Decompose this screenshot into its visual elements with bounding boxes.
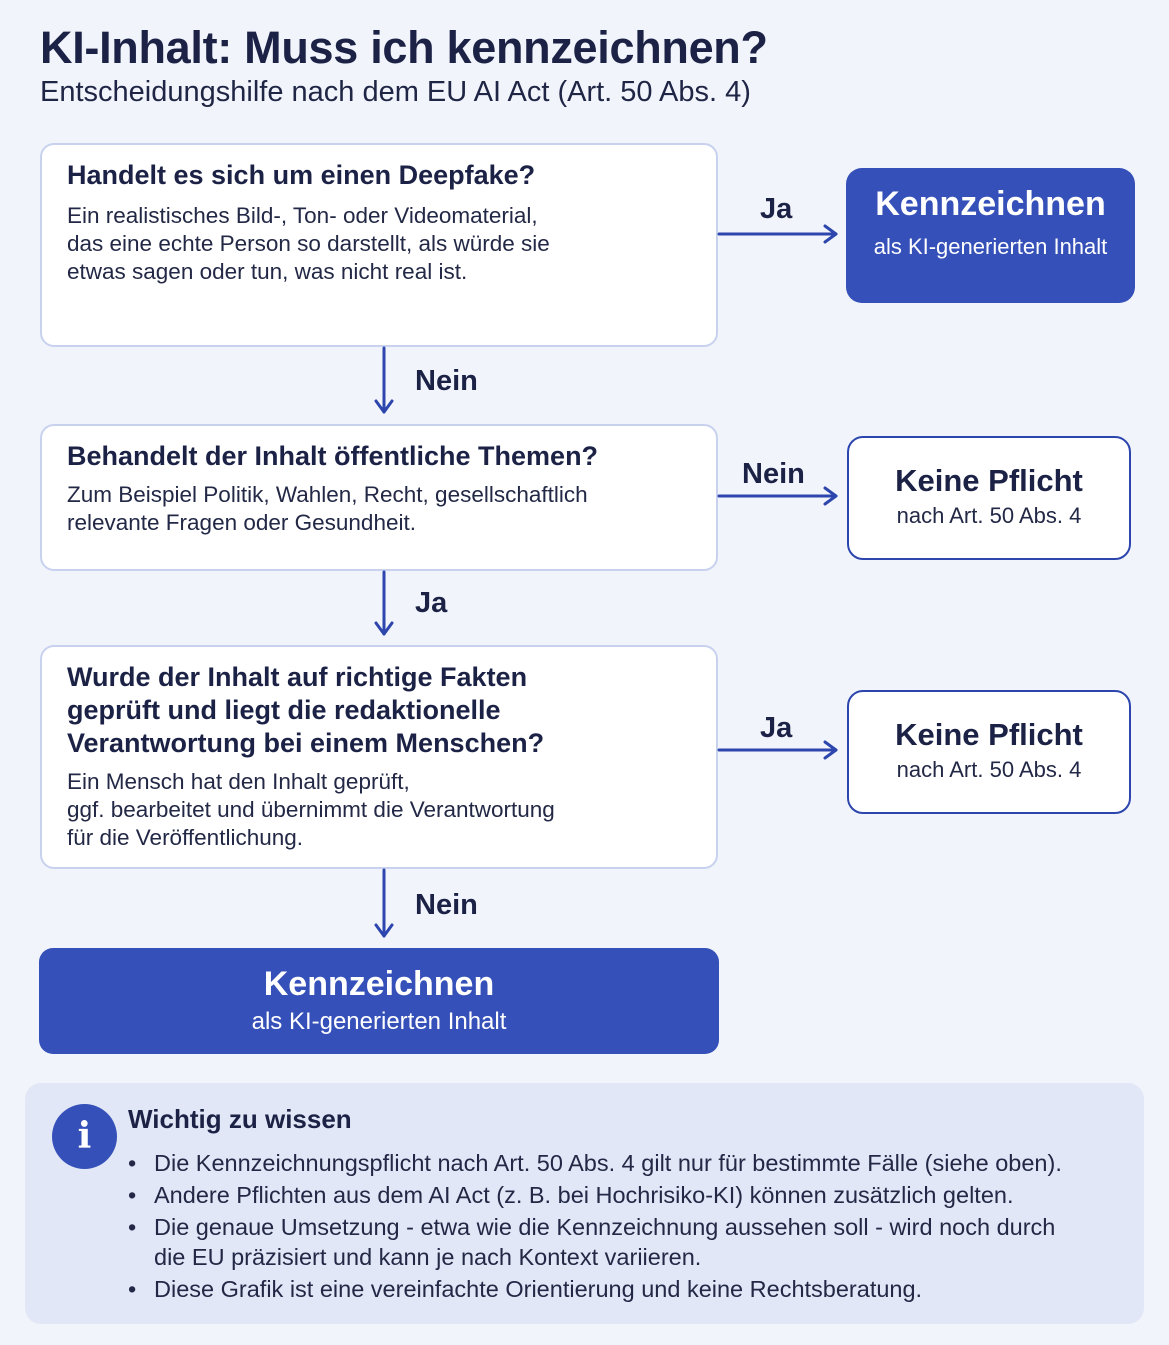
title-line: geprüft und liegt die redaktionelle xyxy=(67,695,501,725)
result-title: Keine Pflicht xyxy=(895,717,1083,752)
description-line: Ein realistisches Bild-, Ton- oder Videomaterial, xyxy=(67,203,538,228)
title-line: Wurde der Inhalt auf richtige Fakten xyxy=(67,662,528,692)
result-keine-pflicht-1 xyxy=(847,436,1131,560)
info-line: die EU präzisiert und kann je nach Kontext variieren. xyxy=(154,1244,702,1270)
final-result-kennzeichnen xyxy=(39,948,719,1054)
arrow-q2-to-q3 xyxy=(376,572,392,634)
question-title: Handelt es sich um einen Deepfake? xyxy=(67,160,536,190)
question-description xyxy=(67,768,692,852)
arrow-q1-to-result xyxy=(719,226,836,242)
description-line: Zum Beispiel Politik, Wahlen, Recht, gesellschaftlich xyxy=(67,482,588,507)
result-keine-pflicht-2 xyxy=(847,690,1131,814)
description-line: Ein Mensch hat den Inhalt geprüft, xyxy=(67,769,410,794)
result-kennzeichnen xyxy=(846,168,1135,303)
question-deepfake xyxy=(40,143,718,347)
arrow-q3-to-final xyxy=(376,870,392,936)
page-subtitle: Entscheidungshilfe nach dem EU AI Act (Art. 50 Abs. 4) xyxy=(40,76,751,108)
question-description xyxy=(67,202,692,286)
description-line: für die Veröffentlichung. xyxy=(67,825,303,850)
page-title: KI-Inhalt: Muss ich kennzeichnen? xyxy=(40,22,768,73)
info-line: • Diese Grafik ist eine vereinfachte Orientierung und keine Rechtsberatung. xyxy=(154,1276,923,1302)
question-human-review xyxy=(40,645,718,869)
arrow-q1-to-q2 xyxy=(376,348,392,412)
result-title: Keine Pflicht xyxy=(895,463,1083,498)
label-q3-ja: Ja xyxy=(760,712,793,744)
label-q2-nein: Nein xyxy=(742,458,805,490)
final-title: Kennzeichnen xyxy=(263,965,495,1003)
info-item xyxy=(128,1180,1128,1210)
info-list xyxy=(128,1148,1128,1306)
info-line: • Die genaue Umsetzung - etwa wie die Kennzeichnung aussehen soll - wird noch durch xyxy=(154,1214,1056,1240)
question-title xyxy=(67,661,692,760)
question-public-topics xyxy=(40,424,718,571)
info-title: Wichtig zu wissen xyxy=(128,1104,352,1134)
question-title: Behandelt der Inhalt öffentliche Themen? xyxy=(67,441,599,471)
result-subtitle: nach Art. 50 Abs. 4 xyxy=(896,503,1082,528)
description-line: etwas sagen oder tun, was nicht real ist. xyxy=(67,259,468,284)
label-q3-nein: Nein xyxy=(415,889,478,921)
result-subtitle: als KI-generierten Inhalt xyxy=(873,234,1108,259)
label-q2-ja: Ja xyxy=(415,587,448,619)
title-line: Verantwortung bei einem Menschen? xyxy=(67,728,545,758)
description-line: das eine echte Person so darstellt, als würde sie xyxy=(67,231,550,256)
info-item xyxy=(128,1212,1128,1272)
final-subtitle: als KI-generierten Inhalt xyxy=(251,1008,507,1035)
description-line: relevante Fragen oder Gesundheit. xyxy=(67,510,416,535)
label-q1-nein: Nein xyxy=(415,365,478,397)
question-description xyxy=(67,481,692,537)
result-title: Kennzeichnen xyxy=(875,185,1106,223)
result-subtitle: nach Art. 50 Abs. 4 xyxy=(896,757,1082,782)
label-q1-ja: Ja xyxy=(760,193,793,225)
info-line: • Andere Pflichten aus dem AI Act (z. B. bei Hochrisiko-KI) können zusätzlich gelten. xyxy=(154,1182,1014,1208)
info-item xyxy=(128,1274,1128,1304)
description-line: ggf. bearbeitet und übernimmt die Verantwortung xyxy=(67,797,555,822)
info-icon: i xyxy=(52,1104,117,1169)
info-item xyxy=(128,1148,1128,1178)
info-line: • Die Kennzeichnungspflicht nach Art. 50 Abs. 4 gilt nur für bestimmte Fälle (siehe oben). xyxy=(154,1150,1062,1176)
